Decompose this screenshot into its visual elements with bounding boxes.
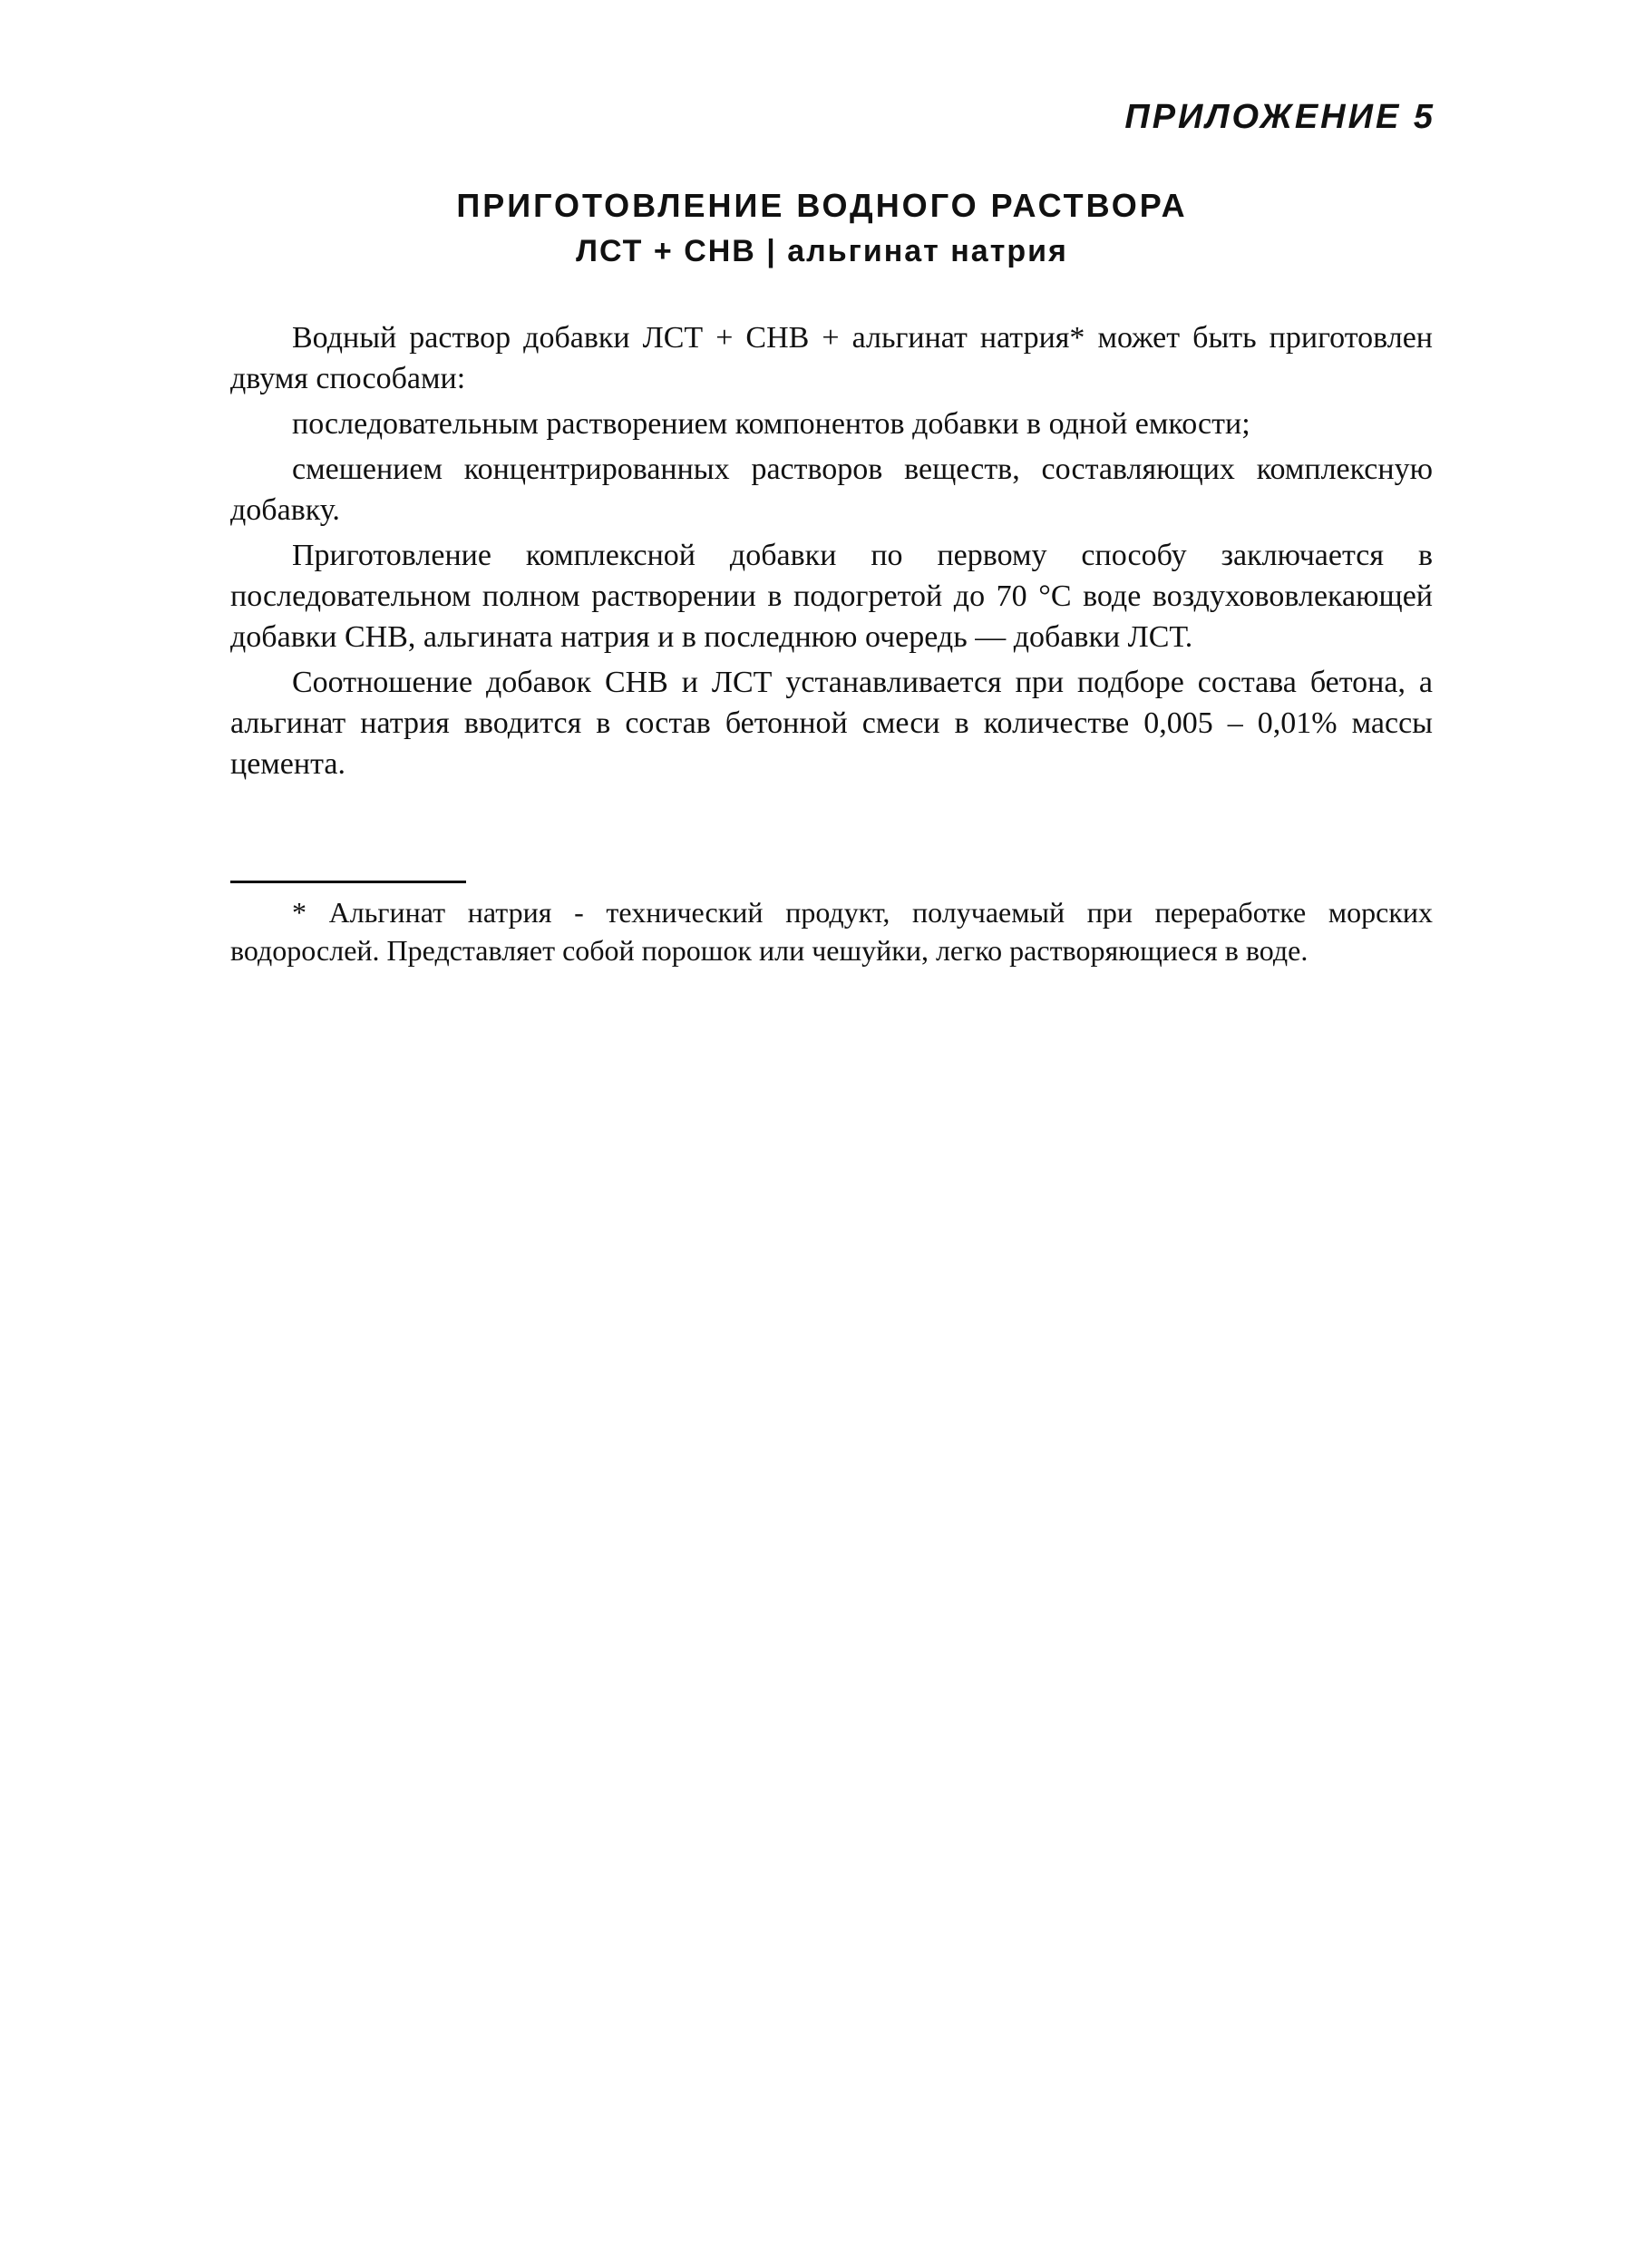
- document-title: ПРИГОТОВЛЕНИЕ ВОДНОГО РАСТВОРА: [456, 187, 1188, 224]
- appendix-label: ПРИЛОЖЕНИЕ 5: [1124, 98, 1435, 136]
- paragraph-intro: Водный раствор добавки ЛСТ + СНВ + альгинат натрия* может быть приготовлен двумя способами:: [230, 321, 1433, 395]
- document-body: [230, 317, 1433, 789]
- paragraph-ratio: Соотношение добавок СНВ и ЛСТ устанавливается при подборе состава бетона, а альгинат натрия вводится в состав бетонной смеси в количестве 0,005 – 0,01% массы цемента.: [230, 666, 1433, 781]
- footnote-divider: [230, 881, 466, 883]
- paragraph-method-1: последовательным растворением компонентов добавки в одной емкости;: [292, 407, 1250, 441]
- paragraph-method-2: смешением концентрированных растворов веществ, составляющих комплексную добавку.: [230, 453, 1433, 527]
- paragraph-preparation: Приготовление комплексной добавки по первому способу заключается в последовательном полном растворении в подогретой до 70 °С воде воздухововлекающей добавки СНВ, альгината натрия и в последнюю очередь — добавки ЛСТ.: [230, 539, 1433, 654]
- footnote: [230, 893, 1433, 969]
- document-subtitle: ЛСТ + СНВ | альгинат натрия: [576, 234, 1068, 268]
- footnote-text: * Альгинат натрия - технический продукт, получаемый при переработке морских водорослей. Представляет собой порошок или чешуйки, легко растворяющиеся в воде.: [230, 896, 1433, 967]
